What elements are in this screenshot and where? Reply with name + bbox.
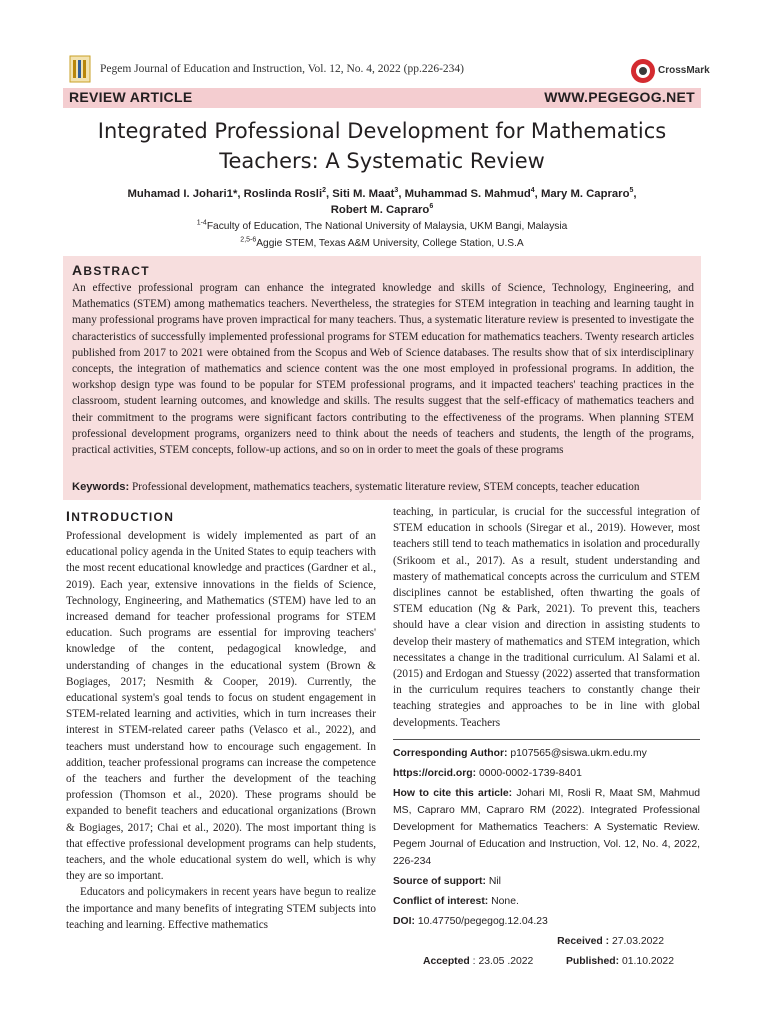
received-label: Received : bbox=[557, 936, 610, 947]
keywords bbox=[72, 479, 694, 495]
author-robert-capraro: Robert M. Capraro bbox=[330, 204, 430, 216]
author-johari-rosli: Muhamad I. Johari1*, Roslinda Rosli bbox=[127, 188, 323, 200]
published-date bbox=[566, 953, 674, 970]
affiliation-1: Faculty of Education, The National University of Malaysia, UKM Bangi, Malaysia bbox=[206, 221, 568, 232]
corr-label: Corresponding Author: bbox=[393, 748, 508, 759]
author-sup: 6 bbox=[429, 203, 434, 211]
published-label: Published: bbox=[565, 956, 620, 967]
conflict-label: Conflict of interest: bbox=[393, 896, 489, 907]
orcid-link[interactable]: 0000-0002-1739-8401 bbox=[476, 768, 582, 779]
intro-paragraph-1: Professional development is widely implemented as part of an educational policy agenda in the United States to equip teachers with the most recent educational knowledge and practices (Gardner et al., 2019). Each year, extensive innovations in the fields of Science, Technology, Engineering, and Mathematics (STEM) have led to an increased demand for teacher professional programs for STEM education. Such programs are essential for improving teachers' knowledge of the content, pedagogical knowledge, and understanding of changes in the educational system (Brown & Bogiages, 2017; Nesmith & Cooper, 2019). Currently, the educational system's goal tends to focus on student engagement in STEM-related learning and activities, which in turn increases their interest in STEM-related career paths (Velasco et al., 2022), and teachers must understand how to encourage such engagement. In addition, teacher professional programs can increase the competence of the teachers and further the development of the teaching profession (Thomson et al., 2020). These programs should be expanded to benefit teachers and educational organizations (Brown & Bogiages, 2017; Chai et al., 2020). The most important thing is that effective professional development programs can help students, teachers, and the whole educational system do well, which is why they are so important. bbox=[66, 530, 376, 883]
journal-website-link[interactable]: WWW.PEGEGOG.NET bbox=[544, 89, 695, 105]
metadata-divider bbox=[393, 739, 700, 740]
article-metadata bbox=[393, 745, 700, 970]
keywords-label: Keywords: bbox=[72, 481, 130, 493]
title-line-1: Integrated Professional Development for Mathematics bbox=[97, 119, 667, 143]
accepted-published-dates bbox=[393, 953, 700, 970]
crossmark-label: CrossMark bbox=[658, 65, 710, 76]
crossmark-badge[interactable] bbox=[630, 58, 750, 84]
abstract-text: An effective professional program can enhance the integrated knowledge and skills of Science, Technology, Engineering, and Mathematics (STEM) among mathematics teachers. Nevertheless, the strategies for STEM integration in teaching and learning taught in many professional programs have proven impractical for many teachers. Thus, a systematic literature review is presented to investigate the characteristics of successfully implemented professional programs for STEM education for mathematics teachers. Twenty research articles published from 2017 to 2021 were obtained from the Scopus and Web of Science databases. The results show that of six interdisciplinary concepts, the integration of mathematics and science content was the one most employed in professional programs. In addition, the workshop design type was found to be popular for STEM professional programs, and it impacted teachers' teaching practices in the classroom, student learning outcomes, and knowledge and skills. The results suggest that the self-efficacy of mathematics teachers and their commitment to the programs were significant factors contributing to the effectiveness of the programs. When planning STEM professional development programs, organizers need to think about the needs of teachers and students, the length of the programs, practical activities, STEM concepts, follow-up actions, and so on in order to meet the goals of these programs bbox=[72, 282, 694, 457]
corresponding-author bbox=[393, 745, 700, 762]
affiliation-sup: 1-4 bbox=[196, 219, 207, 227]
intro-heading-initial: I bbox=[66, 508, 72, 524]
orcid-label: https://orcid.org: bbox=[393, 768, 477, 779]
crossmark-icon bbox=[630, 58, 656, 84]
abstract-box bbox=[63, 256, 701, 500]
accepted-value: : 23.05 .2022 bbox=[469, 956, 534, 967]
doi-label: DOI: bbox=[393, 916, 415, 927]
doi bbox=[393, 913, 700, 930]
affiliations bbox=[63, 218, 701, 252]
intro-paragraph-3: teaching, in particular, is crucial for the successful integration of STEM education in schools (Siregar et al., 2019). However, most teachers still tend to teach mathematics in isolation and procedurally (Srikoom et al., 2017). As a result, student understanding and mastery of mathematical concepts across the curriculum and STEM disciplines cannot be established, often thwarting the goals of STEM education (Ng & Park, 2021). To prevent this, teachers should have a clear vision and direction in assisting students to develop their mastery of mathematics and STEM integration, which necessitates a change in the traditional curriculum. Al Salami et al. (2015) and Erdogan and Stuessy (2022) asserted that transformation in the curriculum requires teachers to constantly change their teaching strategies and approaches to be in line with global developments. Teachers bbox=[393, 506, 700, 729]
support-label: Source of support: bbox=[393, 876, 486, 887]
cite-text: Johari MI, Rosli R, Maat SM, Mahmud MS, Capraro MM, Capraro RM (2022). Integrated Professional Development for Mathematics Teachers: A Systematic Review. Pegem Journal of Education and Instruction, Vol. 12, No. 4, 2022, 226-234 bbox=[393, 788, 700, 867]
corr-email-link[interactable]: p107565@siswa.ukm.edu.my bbox=[507, 748, 647, 759]
author-list bbox=[63, 186, 701, 218]
accepted-date bbox=[423, 953, 533, 970]
affiliation-sup: 2,5-6 bbox=[240, 236, 257, 244]
published-value: 01.10.2022 bbox=[619, 956, 674, 967]
journal-logo-icon bbox=[68, 54, 92, 84]
support-value: Nil bbox=[485, 876, 501, 887]
cite-label: How to cite this article: bbox=[393, 788, 513, 799]
source-of-support bbox=[393, 873, 700, 890]
intro-heading-rest: NTRODUCTION bbox=[71, 510, 175, 524]
author-separator: , bbox=[633, 188, 637, 200]
journal-citation-line: Pegem Journal of Education and Instruction, Vol. 12, No. 4, 2022 (pp.226-234) bbox=[100, 63, 465, 75]
intro-right-column bbox=[393, 504, 700, 731]
author-sup: 3 bbox=[394, 187, 399, 195]
abstract-heading-rest: BSTRACT bbox=[83, 264, 150, 278]
doi-link[interactable]: 10.47750/pegegog.12.04.23 bbox=[414, 916, 548, 927]
keywords-text: Professional development, mathematics teachers, systematic literature review, STEM concepts, teacher education bbox=[129, 481, 640, 493]
author-mahmud: , Muhammad S. Mahmud bbox=[398, 188, 531, 200]
author-maat: , Siti M. Maat bbox=[326, 188, 395, 200]
conflict-of-interest bbox=[393, 893, 700, 910]
article-type-label: REVIEW ARTICLE bbox=[69, 89, 193, 105]
affiliation-2: Aggie STEM, Texas A&M University, College Station, U.S.A bbox=[256, 238, 524, 249]
received-value: 27.03.2022 bbox=[609, 936, 664, 947]
article-type-band bbox=[63, 88, 701, 108]
intro-paragraph-2: Educators and policymakers in recent years have begun to realize the importance and many benefits of integrating STEM subjects into teaching and learning. Effective mathematics bbox=[66, 886, 376, 931]
abstract-heading-initial: A bbox=[72, 262, 84, 278]
conflict-value: None. bbox=[488, 896, 519, 907]
author-sup: 4 bbox=[530, 187, 535, 195]
page-title bbox=[63, 116, 701, 176]
received-date bbox=[393, 933, 700, 950]
how-to-cite bbox=[393, 785, 700, 870]
author-sup: 5 bbox=[629, 187, 634, 195]
abstract-heading bbox=[72, 262, 150, 278]
author-sup: 2 bbox=[322, 187, 326, 195]
title-line-2: Teachers: A Systematic Review bbox=[219, 149, 545, 173]
orcid bbox=[393, 765, 700, 782]
accepted-label: Accepted bbox=[423, 956, 470, 967]
intro-left-column bbox=[66, 508, 376, 933]
introduction-heading bbox=[66, 508, 376, 524]
author-mary-capraro: , Mary M. Capraro bbox=[534, 188, 630, 200]
